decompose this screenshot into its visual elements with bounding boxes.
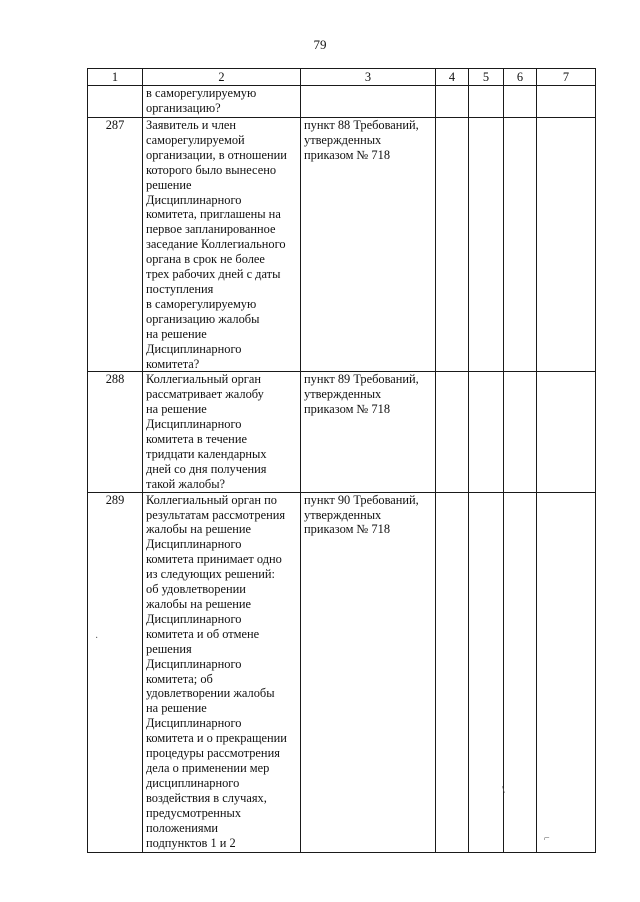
question-line: положениями (146, 820, 219, 835)
cell-col-5 (469, 86, 504, 118)
question-line: комитета в течение (146, 432, 247, 447)
question-line: трех рабочих дней с даты (146, 267, 281, 282)
question-line: из следующих решений: (146, 567, 275, 582)
cell-col-6 (504, 372, 537, 492)
reference-cell (301, 492, 436, 852)
question-line: дней со дня получения (146, 461, 267, 476)
reference-line: приказом № 718 (304, 402, 391, 417)
question-line: саморегулируемой (146, 132, 245, 147)
question-line: жалобы на решение (146, 522, 251, 537)
question-line: первое запланированное (146, 222, 276, 237)
reference-line: пункт 88 Требований, (304, 118, 419, 132)
cell-col-5 (469, 492, 504, 852)
cell-col-7 (537, 372, 596, 492)
row-number (88, 86, 143, 118)
question-line: дела о применении мер (146, 760, 270, 775)
question-line: поступления (146, 281, 214, 296)
question-line: решения (146, 641, 192, 656)
question-line: Дисциплинарного (146, 611, 242, 626)
question-line: воздействия в случаях, (146, 790, 267, 805)
reference-line: утвержденных (304, 507, 382, 522)
question-line: комитета и о прекращении (146, 731, 287, 746)
reference-cell (301, 118, 436, 372)
question-line: подпунктов 1 и 2 (146, 835, 236, 850)
scan-speck: ⌐ (544, 833, 550, 844)
page-number: 79 (313, 37, 327, 52)
question-line: Дисциплинарного (146, 341, 242, 356)
question-line: рассматривает жалобу (146, 387, 264, 402)
scan-speck: \ (502, 785, 505, 796)
reference-cell (301, 86, 436, 118)
table-row (88, 372, 596, 492)
column-header-3: 3 (301, 69, 436, 86)
question-line: комитета; об (146, 671, 213, 686)
question-line: решение (146, 177, 192, 192)
question-line: на решение (146, 326, 207, 341)
table-row (88, 86, 596, 118)
cell-col-4 (436, 118, 469, 372)
column-header-7: 7 (537, 69, 596, 86)
reference-line: приказом № 718 (304, 147, 391, 162)
question-line: комитета принимает одно (146, 552, 282, 567)
question-line: Коллегиальный орган по (146, 492, 277, 507)
question-line: на решение (146, 402, 207, 417)
question-line: на решение (146, 701, 207, 716)
question-cell (143, 118, 301, 372)
question-line: заседание Коллегиального (146, 237, 286, 252)
table-row (88, 118, 596, 372)
question-line: такой жалобы? (146, 476, 226, 491)
question-line: тридцати календарных (146, 446, 267, 461)
header-row (88, 69, 596, 86)
question-line: которого было вынесено (146, 162, 277, 177)
cell-col-7 (537, 118, 596, 372)
question-line: Дисциплинарного (146, 537, 242, 552)
question-line: дисциплинарного (146, 775, 240, 790)
question-line: Дисциплинарного (146, 417, 242, 432)
cell-col-5 (469, 118, 504, 372)
cell-col-6 (504, 86, 537, 118)
question-line: в саморегулируемую (146, 296, 257, 311)
row-number: 288 (88, 372, 143, 492)
question-line: удовлетворении жалобы (146, 686, 275, 701)
cell-col-6 (504, 492, 537, 852)
cell-col-6 (504, 118, 537, 372)
question-line: Дисциплинарного (146, 192, 242, 207)
scan-speck: · (95, 633, 99, 644)
reference-line: утвержденных (304, 132, 382, 147)
question-line: организацию жалобы (146, 311, 260, 326)
question-line: комитета и об отмене (146, 626, 260, 641)
cell-col-4 (436, 492, 469, 852)
cell-col-4 (436, 86, 469, 118)
question-line: Коллегиальный орган (146, 372, 261, 387)
question-line: Дисциплинарного (146, 716, 242, 731)
column-header-4: 4 (436, 69, 469, 86)
row-number: 287 (88, 118, 143, 372)
column-header-2: 2 (143, 69, 301, 86)
question-line: организации, в отношении (146, 147, 287, 162)
cell-col-7 (537, 492, 596, 852)
question-cell (143, 86, 301, 118)
question-line: организацию? (146, 100, 221, 115)
checklist-table (87, 68, 596, 853)
question-line: Заявитель и член (146, 118, 237, 132)
column-header-5: 5 (469, 69, 504, 86)
reference-line: утвержденных (304, 387, 382, 402)
question-cell (143, 372, 301, 492)
question-line: в саморегулируемую (146, 86, 257, 100)
question-line: процедуры рассмотрения (146, 746, 280, 761)
question-line: об удовлетворении (146, 582, 246, 597)
reference-cell (301, 372, 436, 492)
reference-line: приказом № 718 (304, 522, 391, 537)
question-line: органа в срок не более (146, 252, 265, 267)
question-line: комитета? (146, 356, 200, 371)
question-line: комитета, приглашены на (146, 207, 281, 222)
reference-line: пункт 89 Требований, (304, 372, 419, 387)
question-line: результатам рассмотрения (146, 507, 286, 522)
row-number: 289 (88, 492, 143, 852)
question-cell (143, 492, 301, 852)
table-row (88, 492, 596, 852)
reference-line: пункт 90 Требований, (304, 492, 419, 507)
column-header-1: 1 (88, 69, 143, 86)
question-line: жалобы на решение (146, 597, 251, 611)
cell-col-5 (469, 372, 504, 492)
question-line: предусмотренных (146, 805, 242, 820)
column-header-6: 6 (504, 69, 537, 86)
cell-col-4 (436, 372, 469, 492)
cell-col-7 (537, 86, 596, 118)
question-line: Дисциплинарного (146, 656, 242, 671)
